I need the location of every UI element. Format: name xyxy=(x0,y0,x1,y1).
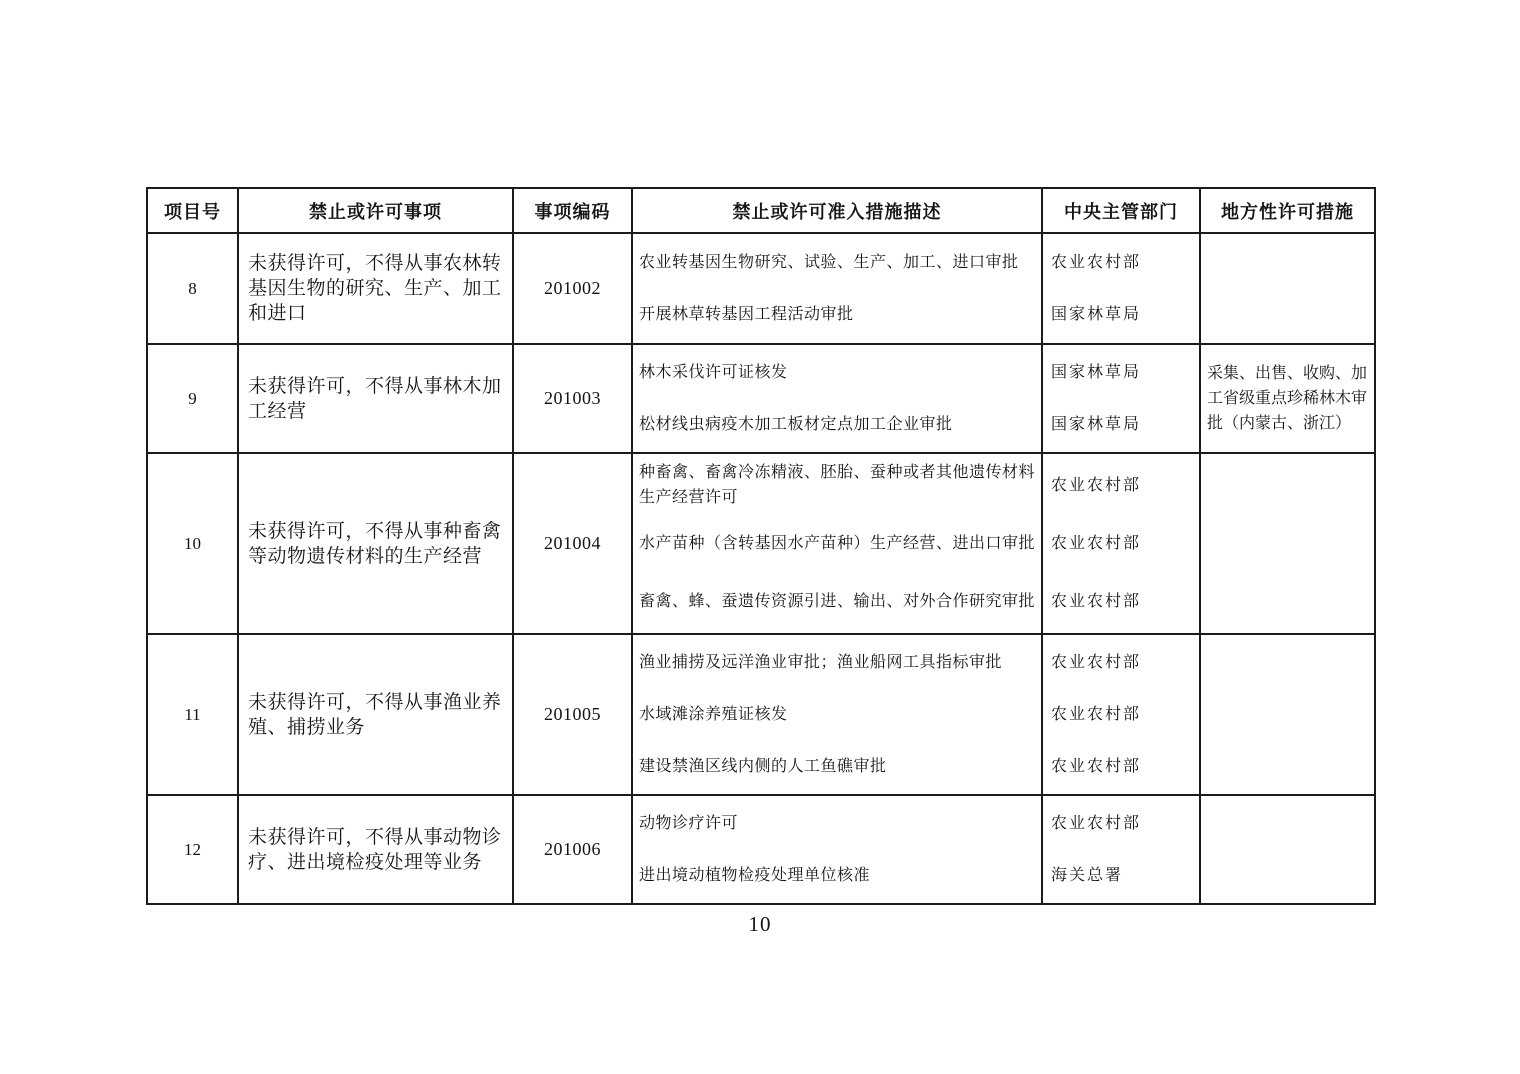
measure-line xyxy=(633,850,1041,902)
measure-text: 种畜禽、畜禽冷冻精液、胚胎、蚕种或者其他遗传材料生产经营许可 xyxy=(639,464,1036,507)
department-line xyxy=(1043,740,1199,792)
department-line xyxy=(1043,514,1199,572)
item-description-cell: 未获得许可，不得从事种畜禽等动物遗传材料的生产经营 xyxy=(238,453,513,634)
table-header xyxy=(147,188,1375,233)
header-item-number: 项目号 xyxy=(147,188,238,233)
local-measures-cell xyxy=(1200,634,1375,795)
measure-text: 水产苗种（含转基因水产苗种）生产经营、进出口审批 xyxy=(639,534,1036,552)
measures-stack xyxy=(633,456,1041,631)
department-text: 农业农村部 xyxy=(1051,253,1142,271)
table-row xyxy=(147,233,1375,344)
item-description-cell: 未获得许可，不得从事渔业养殖、捕捞业务 xyxy=(238,634,513,795)
department-text: 农业农村部 xyxy=(1051,815,1142,833)
department-line xyxy=(1043,798,1199,850)
measure-line xyxy=(633,637,1041,689)
measure-text: 农业转基因生物研究、试验、生产、加工、进口审批 xyxy=(639,253,1019,271)
departments-stack xyxy=(1043,798,1199,901)
department-line xyxy=(1043,850,1199,902)
table-row xyxy=(147,634,1375,795)
header-matter-code: 事项编码 xyxy=(513,188,632,233)
measure-text: 松材线虫病疫木加工板材定点加工企业审批 xyxy=(639,415,953,433)
department-text: 农业农村部 xyxy=(1051,654,1142,672)
department-text: 农业农村部 xyxy=(1051,593,1142,611)
table-body xyxy=(147,233,1375,904)
measure-line xyxy=(633,689,1041,741)
access-measures-table xyxy=(146,187,1376,905)
measure-line xyxy=(633,399,1041,451)
local-measures-cell xyxy=(1200,795,1375,904)
item-description-cell: 未获得许可，不得从事林木加工经营 xyxy=(238,344,513,453)
department-text: 农业农村部 xyxy=(1051,476,1142,494)
measure-line xyxy=(633,573,1041,631)
measure-text: 进出境动植物检疫处理单位核准 xyxy=(639,866,871,884)
local-measures-cell xyxy=(1200,233,1375,344)
item-number-cell: 11 xyxy=(147,634,238,795)
table-row xyxy=(147,344,1375,453)
measure-line xyxy=(633,347,1041,399)
department-text: 农业农村部 xyxy=(1051,706,1142,723)
measures-cell xyxy=(632,453,1042,634)
department-text: 国家林草局 xyxy=(1051,415,1142,433)
department-line xyxy=(1043,347,1199,399)
department-text: 农业农村部 xyxy=(1051,534,1142,552)
departments-stack xyxy=(1043,347,1199,450)
department-text: 农业农村部 xyxy=(1051,757,1142,775)
measures-cell xyxy=(632,634,1042,795)
item-number-cell: 12 xyxy=(147,795,238,904)
measure-line xyxy=(633,514,1041,572)
measure-text: 动物诊疗许可 xyxy=(639,815,739,833)
header-row xyxy=(147,188,1375,233)
measure-text: 开展林草转基因工程活动审批 xyxy=(639,306,854,324)
measures-stack xyxy=(633,637,1041,792)
table-row xyxy=(147,453,1375,634)
measure-text: 水域滩涂养殖证核发 xyxy=(639,706,788,723)
table-row xyxy=(147,795,1375,904)
measure-line xyxy=(633,236,1041,289)
department-line xyxy=(1043,637,1199,689)
department-text: 国家林草局 xyxy=(1051,306,1142,324)
item-code-cell: 201002 xyxy=(513,233,632,344)
measure-line xyxy=(633,798,1041,850)
measures-cell xyxy=(632,233,1042,344)
measures-stack xyxy=(633,347,1041,450)
department-line xyxy=(1043,689,1199,741)
measure-text: 畜禽、蜂、蚕遗传资源引进、输出、对外合作研究审批 xyxy=(639,593,1036,611)
departments-cell xyxy=(1042,634,1200,795)
item-code-cell: 201004 xyxy=(513,453,632,634)
header-prohibited-matter: 禁止或许可事项 xyxy=(238,188,513,233)
measures-stack xyxy=(633,236,1041,341)
measure-text: 建设禁渔区线内侧的人工鱼礁审批 xyxy=(639,757,887,775)
measures-cell xyxy=(632,344,1042,453)
department-line xyxy=(1043,399,1199,451)
item-description-cell: 未获得许可，不得从事动物诊疗、进出境检疫处理等业务 xyxy=(238,795,513,904)
header-central-department: 中央主管部门 xyxy=(1042,188,1200,233)
department-text: 海关总署 xyxy=(1051,866,1124,884)
item-code-cell: 201006 xyxy=(513,795,632,904)
local-measures-cell xyxy=(1200,453,1375,634)
header-measure-description: 禁止或许可准入措施描述 xyxy=(632,188,1042,233)
departments-stack xyxy=(1043,637,1199,792)
departments-stack xyxy=(1043,236,1199,341)
measure-text: 林木采伐许可证核发 xyxy=(639,364,788,382)
departments-cell xyxy=(1042,233,1200,344)
local-measures-cell: 采集、出售、收购、加工省级重点珍稀林木审批（内蒙古、浙江） xyxy=(1200,344,1375,453)
item-code-cell: 201005 xyxy=(513,634,632,795)
measure-text: 渔业捕捞及远洋渔业审批；渔业船网工具指标审批 xyxy=(639,654,1003,672)
item-code-cell: 201003 xyxy=(513,344,632,453)
measure-line xyxy=(633,456,1041,514)
department-line xyxy=(1043,573,1199,631)
departments-cell xyxy=(1042,344,1200,453)
department-line xyxy=(1043,289,1199,342)
departments-stack xyxy=(1043,456,1199,631)
item-number-cell: 8 xyxy=(147,233,238,344)
item-description-cell: 未获得许可，不得从事农林转基因生物的研究、生产、加工和进口 xyxy=(238,233,513,344)
department-line xyxy=(1043,456,1199,514)
measure-line xyxy=(633,740,1041,792)
header-local-measures: 地方性许可措施 xyxy=(1200,188,1375,233)
departments-cell xyxy=(1042,795,1200,904)
measures-stack xyxy=(633,798,1041,901)
item-number-cell: 10 xyxy=(147,453,238,634)
department-text: 国家林草局 xyxy=(1051,364,1142,382)
departments-cell xyxy=(1042,453,1200,634)
measure-line xyxy=(633,289,1041,342)
measures-cell xyxy=(632,795,1042,904)
item-number-cell: 9 xyxy=(147,344,238,453)
department-line xyxy=(1043,236,1199,289)
page-number: 10 xyxy=(748,912,772,936)
